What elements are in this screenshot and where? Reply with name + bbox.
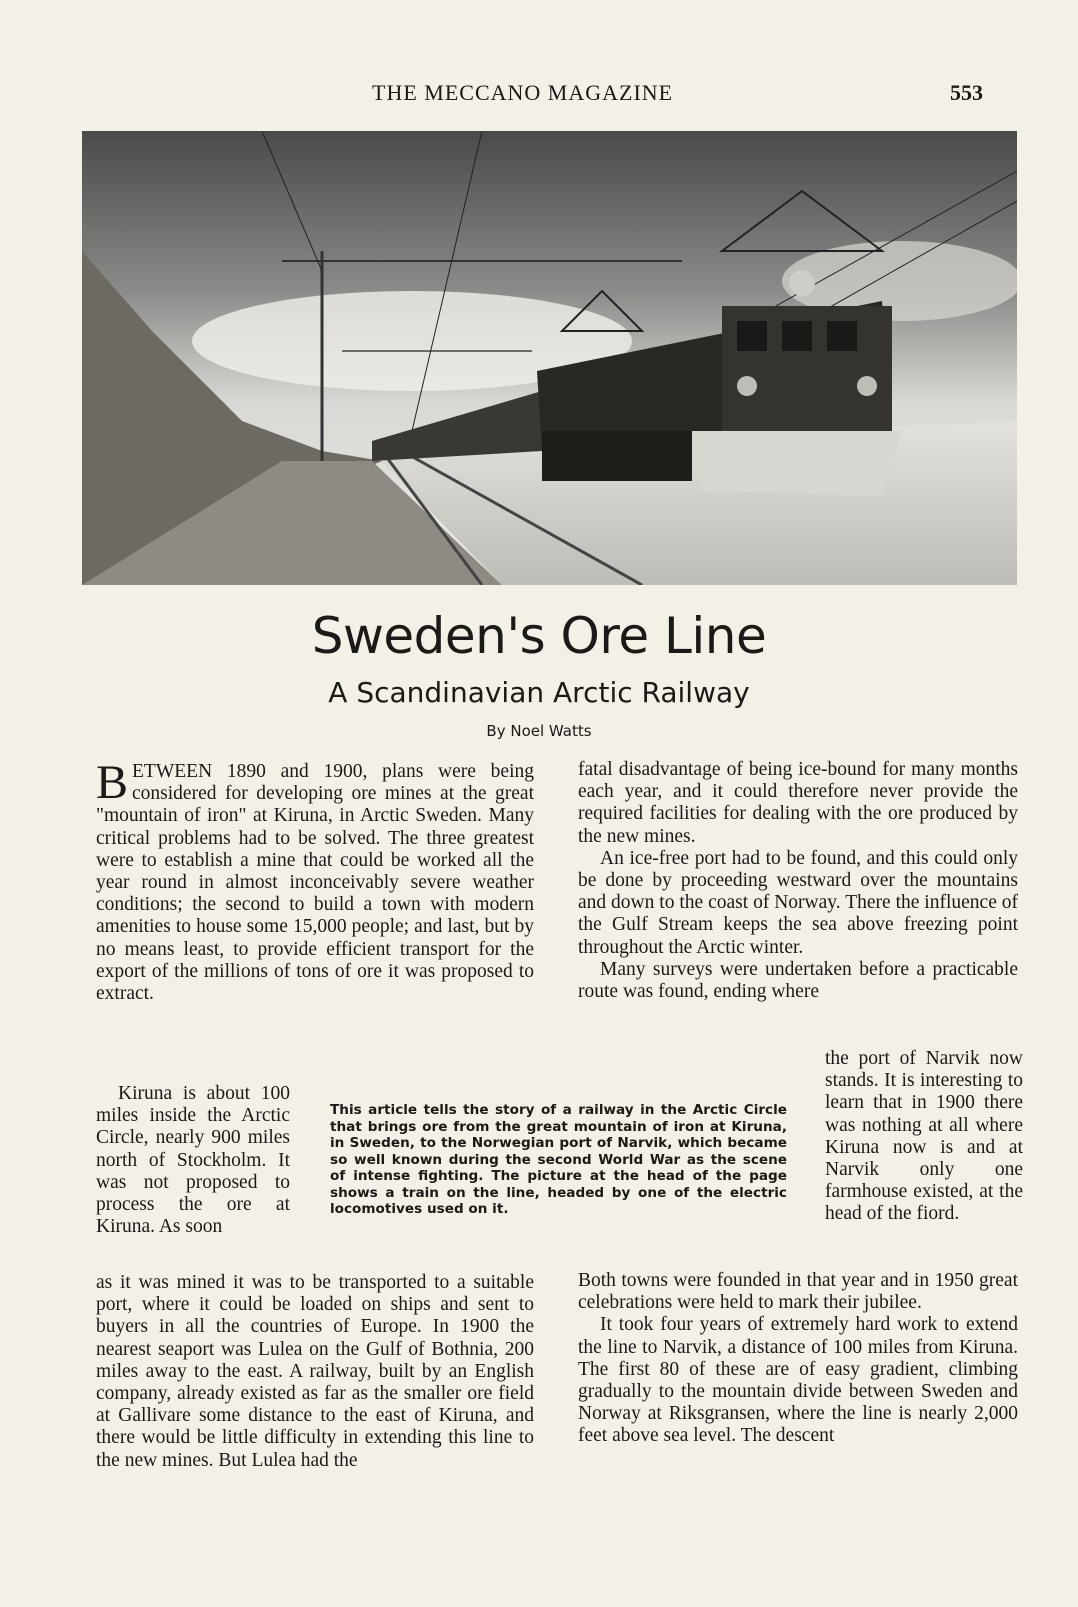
electric-locomotive-photo-icon	[82, 131, 1017, 585]
paragraph-text: Both towns were founded in that year and in 1950 great celebrations were held to mark their jubilee.	[578, 1270, 1018, 1314]
left-column-narrow	[96, 1083, 290, 1238]
locomotive-photo	[82, 131, 1017, 585]
right-column-top	[578, 759, 1018, 1003]
drop-cap: B	[96, 756, 129, 809]
paragraph-text: Kiruna is about 100 miles inside the Arctic Circle, nearly 900 miles north of Stockholm. It was not proposed to process the ore at Kiruna. As soon	[96, 1083, 290, 1238]
right-column-narrow	[825, 1048, 1023, 1226]
right-column-bottom	[578, 1270, 1018, 1448]
magazine-title: THE MECCANO MAGAZINE	[372, 80, 674, 105]
paragraph-text: Many surveys were undertaken before a practicable route was found, ending where	[578, 958, 1018, 1003]
article-subtitle: A Scandinavian Arctic Railway	[328, 676, 750, 709]
paragraph-text: ETWEEN 1890 and 1900, plans were being considered for developing ore mines at the great "mountain of iron" at Kiruna, in Arctic Sweden. Many critical problems had to be solved. The three greatest were to establish a mine that could be worked all the year round in almost inconceivably severe weather conditions; the second to build a town with modern amenities to house some 15,000 people; and last, but by no means least, to provide efficient transport for the export of the millions of tons of ore it was proposed to extract.	[96, 761, 534, 1005]
inset-caption: This article tells the story of a railway in the Arctic Circle that brings ore from the great mountain of iron at Kiruna, in Sweden, to the Norwegian port of Narvik, which became so well known during the second World War as the scene of intense fighting. The picture at the head of the page shows a train on the line, headed by one of the electric locomotives used on it.	[330, 1102, 787, 1217]
left-column-bottom	[96, 1272, 534, 1472]
paragraph-text: fatal disadvantage of being ice-bound for many months each year, and it could therefore never provide the required facilities for dealing with the ore produced by the new mines.	[578, 759, 1018, 847]
headline-block	[0, 606, 1078, 742]
byline: By Noel Watts	[486, 722, 592, 740]
page-number: 553	[950, 80, 983, 105]
paragraph-text: An ice-free port had to be found, and this could only be done by proceeding westward over the mountains and down to the coast of Norway. There the influence of the Gulf Stream keeps the sea above freezing point throughout the Arctic winter.	[578, 847, 1018, 958]
paragraph-text: the port of Narvik now stands. It is interesting to learn that in 1900 there was nothing at all where Kiruna now is and at Narvik only one farmhouse existed, at the head of the fiord.	[825, 1048, 1023, 1225]
paragraph-text: as it was mined it was to be transported to a suitable port, where it could be loaded on ships and sent to buyers in all the countries of Europe. In 1900 the nearest seaport was Lulea on the Gulf of Bothnia, 200 miles away to the east. A railway, built by an English company, already existed as far as the smaller ore field at Gallivare some distance to the east of Kiruna, and there would be little difficulty in extending this line to the new mines. But Lulea had the	[96, 1272, 534, 1471]
left-column-top	[96, 756, 534, 1005]
running-head	[0, 80, 1078, 112]
article-title: Sweden's Ore Line	[311, 607, 767, 665]
paragraph-text: It took four years of extremely hard work to extend the line to Narvik, a distance of 100 miles from Kiruna. The first 80 of these are of easy gradient, climbing gradually to the mountain divide between Sweden and Norway at Riksgransen, where the line is nearly 2,000 feet above sea level. The descent	[578, 1314, 1018, 1447]
paragraph	[96, 756, 534, 1005]
